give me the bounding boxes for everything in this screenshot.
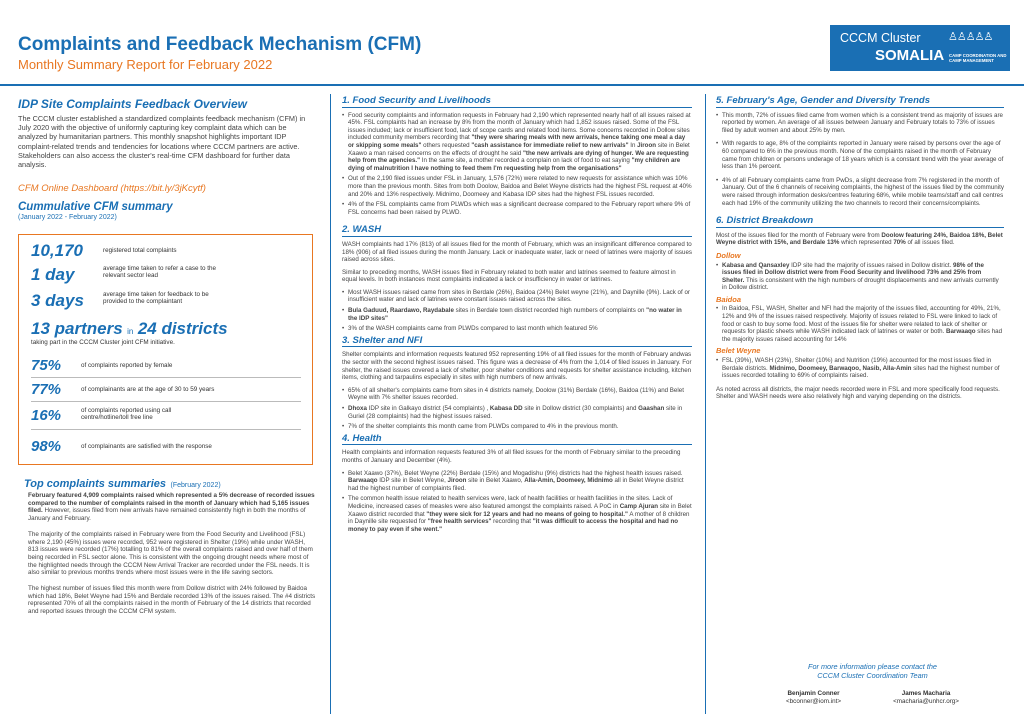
contact-block: For more information please contact the CCCM Cluster Coordination Team Benjamin Conner <bconner@iom.int> James Macharia <macharia@unhcr.org> — [786, 662, 959, 705]
food-heading: 1. Food Security and Livelihoods — [342, 97, 692, 108]
overview-heading: IDP Site Complaints Feedback Overview — [18, 97, 247, 111]
district-dollow: Dollow — [716, 250, 741, 260]
header-divider — [0, 84, 1024, 86]
dashboard-link[interactable]: CFM Online Dashboard (https://bit.ly/3jKcytf) — [18, 183, 206, 194]
logo-tagline: CAMP COORDINATION AND CAMP MANAGEMENT — [949, 53, 1007, 63]
contact-email[interactable]: <macharia@unhcr.org> — [893, 698, 959, 705]
food-bullet: • Food security complaints and information requests in February had 2,190 which represented nearly half of all issues raised at 45%. FSL complaints had an increase by 8% from the month of January which had 1,852 issues raised. Some of the FSL issues included; lack or insufficient food, lack of scope cards and related food items. Some concerns recorded in Dollow sites included community members recording that "they were sharing meals with new arrivals, hence taking one meal a day or skipping some meals" others requested "cash assistance for immediate relief to new arrivals" In Jiroon site in Belet Xaawo a man raised concerns on the effects of drought he said "the new arrivals are dying of hunger. We are requesting help from the agencies." In the same site, a mother recorded a complain on lack of food to eat saying "my children are dying of malnutrition I have nothing to feed them I'm requesting help from the organisations" — [342, 112, 692, 173]
top-complaints-heading: Top complaints summaries (February 2022) — [24, 478, 221, 490]
summary-range: (January 2022 - February 2022) — [18, 214, 117, 221]
stat-female: 75% of complaints reported by female — [31, 357, 173, 374]
page-subtitle: Monthly Summary Report for February 2022 — [18, 57, 273, 72]
stat-satisfied: 98% of complainants are satisfied with the response — [31, 438, 212, 455]
age-bullet: • With regards to age, 8% of the complaints reported in January were raised by persons over the age of 60 compared to 6% in the previous month. None of the complaints raised in the month of February came from children or persons underage of 18 years which is a constant trend with the year average of less than 1% percent. — [716, 140, 1004, 170]
district-baidoa: Baidoa — [716, 294, 742, 304]
stat-total: 10,170 registered total complaints — [31, 241, 177, 260]
contact-person: Benjamin Conner <bconner@iom.int> — [786, 690, 842, 705]
shelter-bullet: • 65% of all shelter's complaints came from sites in 4 districts namely, Doolow (31%) Berdale (16%), Baidoa (11%) and Belet Weyne with 7% shelter issues recorded. — [342, 387, 692, 402]
people-icon: ♙♙♙♙♙ — [948, 31, 993, 43]
page-title: Complaints and Feedback Mechanism (CFM) — [18, 34, 422, 55]
logo-line2: SOMALIA — [875, 47, 945, 64]
district-beletweyne: Belet Weyne — [716, 346, 761, 356]
overview-text: The CCCM cluster established a standardized complaints feedback mechanism (CFM) in July 2020 with the objective of uniformly capturing key complaint data which can be analyzed by humanitarian partners. This monthly snapshot highlights important IDP complaint-related trends and tendencies for locations where CCCM partners are active. Stakeholders can also access the cluster's real-time CFM dashboard for further data analysis. — [18, 114, 306, 170]
column-divider — [330, 94, 331, 714]
summary-heading: Cummulative CFM summary — [18, 201, 173, 213]
stat-callcentre: 16% of complaints reported using call centre/hotline/toll free line — [31, 407, 172, 424]
stat-separator — [31, 429, 301, 430]
shelter-heading: 3. Shelter and NFI — [342, 337, 692, 348]
stat-partners-label: taking part in the CCCM Cluster joint CFM initiative. — [31, 339, 175, 346]
district-dollow-text: • Kabasa and Qansaxley IDP site had the majority of issues raised in Dollow district. 98% of the issues filed in Dollow district were from Food Security and livelihood 73% and 25% from Shelter. This is consistent with the high numbers of drought displacements and new arrivals currently in Dollow district. — [716, 262, 1004, 292]
district-beletweyne-text: • FSL (39%), WASH (23%), Shelter (10%) and Nutrition (19%) accounted for the most issues filed in Berdale districts. Midnimo, Doomeey, Barwaqoo, Nasib, Alla-Amin sites had the highest number of issues recorded totalling to 69% of complaints raised. — [716, 357, 1004, 380]
middle-column: 1. Food Security and Livelihoods • Food security complaints and information requests in February had 2,190 which represented nearly half of all issues raised at 45%. FSL complaints had an increase by 8% from the month of January which had 1,852 issues raised. Some of the FSL issues included; lack or insufficient food, lack of scope cards and related food items. Some concerns recorded in Dollow sites included community members recording that "they were sharing meals with new arrivals, hence taking one meal a day or skipping some meals" others requested "cash assistance for immediate relief to new arrivals" In Jiroon site in Belet Xaawo a man raised concerns on the effects of drought he said "the new arrivals are dying of hunger. We are requesting help from the agencies." In the same site, a mother recorded a complain on lack of food to eat saying "my children are dying of malnutrition I have nothing to feed them I'm requesting help from the organisations" • Out of the 2,190 filed issues under FSL in January, 1,576 (72%) were related to new requests for assistance which was 10% more than the previous month. Sites from both Doolow, Baidoa and Belet Weyne districts had the highest FSL request at 40% and 20% and 13% respectively. Midnimo, Doomeey and Kabasa IDP sites had the highest FSL issues recorded. • 4% of the FSL complaints came from PLWDs which was a significant decrease compared to the February report where 9% of FSL concerns had been raised by PLWD. 2. WASH WASH complaints had 17% (813) of all issues filed for the month of February, which was an insignificant difference compared to 18% (906) of all filed issues during the month January. Lack or inadequate water, lack or need of latrines were majority of issues raised across sites. Similar to preceding months, WASH issues filed in February related to both water and latrines seemed to feature almost in equal levels. In both instances most complaints indicated a lack or insufficiency in water or latrines. • Most WASH issues raised came from sites in Berdale (26%), Baidoa (24%) Belet weyne (21%), and Daynille (9%). Lack of or insufficient water and lack of latrines were constant issues raised across the sites. • Bula Gaduud, Raardawo, Raydabale sites in Berdale town district recorded high numbers of complaints on "no water in the IDP sites" • 3% of the WASH complaints came from PLWDs compared to last month which featured 5% 3. Shelter and NFI Shelter complaints and information requests featured 952 representing 19% of all filed issues for the month of February andwas the sector with the second highest issues raised. This figure was a decrease of 4% from the 1,014 of filed issues in January. For shelter, the raised issues covered a lack of shelter, poor shelter conditions and requests for shelter assistance including, kitchen items, clothing and tarpaulins especially in sites with high numbers of new arrivals. • 65% of all shelter's complaints came from sites in 4 districts namely, Doolow (31%) Berdale (16%), Baidoa (11%) and Belet Weyne with 7% shelter issues recorded. • Dhoxa IDP site in Galkayo district (54 complaints) , Kabasa DD site in Dollow district (30 complaints) and Gaashan site in Guriel (28 complaints) had the highest issues raised. • 7% of the shelter complaints this month came from PLWDs compared to 4% in the previous month. 4. Health Health complaints and information requests featured 3% of all filed issues for the month of February similar to the preceding months of January and December (4%). • Belet Xaawo (37%), Belet Weyne (22%) Berdale (15%) and Mogadishu (9%) districts had the highest health issues raised. Barwaaqo IDP site in Belet Weyne, Jiroon site in Belet Xaawo, Alla-Amin, Doomeey, Midnimo all in Belet Weyne district had the highest number of complaints filed. • The common health issue related to health services were, lack of health facilities or health facilities in the sites. Lack of Medicine, increased cases of measles were also featured amongst the complaints raised. A PoC in Camp Ajuran site in Belet Xaawo district recorded that "they were sick for 12 years and had no means of going to hospital." A mother of 8 children in Daynille site requested for "free health services" recording that "it was difficult to access the hospital and had no money to pay even if she went." — [342, 97, 692, 537]
age-heading: 5. February's Age, Gender and Diversity Trends — [716, 97, 1004, 108]
contact-email[interactable]: <bconner@iom.int> — [786, 698, 842, 705]
stat-separator — [31, 377, 301, 378]
stat-referral-time: 1 day average time taken to refer a case to the relevant sector lead — [31, 265, 217, 284]
stat-age: 77% of complainants are at the age of 30 to 59 years — [31, 381, 215, 398]
column-divider — [705, 94, 706, 714]
health-bullet: • The common health issue related to health services were, lack of health facilities or health facilities in the sites. Lack of Medicine, increased cases of measles were also featured amongst the complaints raised. A PoC in Camp Ajuran site in Belet Xaawo district recorded that "they were sick for 12 years and had no means of going to hospital." A mother of 8 children in Daynille site requested for "free health services" recording that "it was difficult to access the hospital and had no money to pay even if she went." — [342, 495, 692, 533]
cumulative-stats-box — [18, 234, 313, 465]
health-bullet: • Belet Xaawo (37%), Belet Weyne (22%) Berdale (15%) and Mogadishu (9%) districts had the highest health issues raised. Barwaaqo IDP site in Belet Weyne, Jiroon site in Belet Xaawo, Alla-Amin, Doomeey, Midnimo all in Belet Weyne district had the highest number of complaints filed. — [342, 470, 692, 493]
wash-bullet: • Most WASH issues raised came from sites in Berdale (26%), Baidoa (24%) Belet weyne (21%), and Daynille (9%). Lack of or insufficient water and lack of latrines were constant issues raised across the sites. — [342, 289, 692, 304]
right-column: 5. February's Age, Gender and Diversity Trends • This month, 72% of issues filed came from women which is a consistent trend as majority of issues are reported by women. An average of all issues between January and February totals to 73% of issues filed by adult women and about 25% by men. • With regards to age, 8% of the complaints reported in January were raised by persons over the age of 60 compared to 6% in the previous month. None of the complaints raised in the month of February came from children or persons underage of 18 years which is a constant trend with the year average of less than 1% percent. • 4% of all February complaints came from PwDs, a slight decrease from 7% registered in the month of January. Out of the 6 channels of receiving complaints, the highest of the issues filed by the community were raised through information desks/centres featuring 68%, while mobile teams/staff and call centres each had 19% of the community utilizing the two channels to record their concerns/complaints. 6. District Breakdown Most of the issues filed for the month of February were from Doolow featuring 24%, Baidoa 18%, Belet Weyne district with 15%, and Berdale 13% which represented 70% of all issues filed. Dollow • Kabasa and Qansaxley IDP site had the majority of issues raised in Dollow district. 98% of the issues filed in Dollow district were from Food Security and livelihood 73% and 25% from Shelter. This is consistent with the high numbers of drought displacements and new arrivals currently in Dollow district. Baidoa • In Baidoa, FSL, WASH, Shelter and NFI had the majority of the issues filed, accounting for 49%, 21%, 12% and 9% of the issues raised respectively. Majority of issues related to FSL were linked to lack of food or cash to buy some food. Most of the issues file for shelter were related to lack of shelter or requests for plastic sheets while WASH indicated lack of latrines or water or both. Barwaaqo sites had the majority issues raised accounting for 14% Belet Weyne • FSL (39%), WASH (23%), Shelter (10%) and Nutrition (19%) accounted for the most issues filed in Berdale districts. Midnimo, Doomeey, Barwaqoo, Nasib, Alla-Amin sites had the highest number of issues recorded totalling to 69% of complaints raised. As noted across all districts, the major needs recorded were in FSL and more specifically food requests. Shelter and WASH needs were also relatively high and varying depending on the districts. — [716, 97, 1004, 406]
age-bullet: • 4% of all February complaints came from PwDs, a slight decrease from 7% registered in the month of January. Out of the 6 channels of receiving complaints, the highest of the issues filed by the community were raised through information desks/centres featuring 68%, while mobile teams/staff and call centres each had 19% of the community utilizing the two channels to record their concerns/complaints. — [716, 177, 1004, 207]
district-baidoa-text: • In Baidoa, FSL, WASH, Shelter and NFI had the majority of the issues filed, accounting for 49%, 21%, 12% and 9% of the issues raised respectively. Majority of issues related to FSL were linked to lack of food or cash to buy some food. Most of the issues file for shelter were related to lack of shelter or requests for plastic sheets while WASH indicated lack of latrines or water or both. Barwaaqo sites had the majority issues raised accounting for 14% — [716, 305, 1004, 343]
shelter-bullet: • Dhoxa IDP site in Galkayo district (54 complaints) , Kabasa DD site in Dollow district (30 complaints) and Gaashan site in Guriel (28 complaints) had the highest issues raised. — [342, 405, 692, 420]
logo-line1: CCCM Cluster — [840, 31, 921, 45]
food-bullet: • Out of the 2,190 filed issues under FSL in January, 1,576 (72%) were related to new requests for assistance which was 10% more than the previous month. Sites from both Doolow, Baidoa and Belet Weyne districts had the highest FSL request at 40% and 20% and 13% respectively. Midnimo, Doomeey and Kabasa IDP sites had the highest FSL issues recorded. — [342, 175, 692, 198]
stat-partners: 13 partners in 24 districts — [31, 319, 228, 338]
health-heading: 4. Health — [342, 435, 692, 446]
top-complaints-text: February featured 4,909 complaints raised which represented a 5% decrease of recorded issues compared to the number of complaints raised in the month of January which had 5,165 issues filed. However, issues filed from new arrivals have remained consistently high in both the months of January and February. The majority of the complaints raised in February were from the Food Security and Livelihood (FSL) where 2,190 (45%) issues were recorded, 952 were registered in Shelter (19%) while under WASH, 813 issues were recorded (17%) totalling to 81% of the overall complaints raised and over half of them being recorded in FSL sector alone. This is consistent with the ongoing drought needs where most of the highlighted needs through the CCCM New Arrival Tracker are recorded under the FSL needs. It is also similar to previous months trends where most issues were in the life saving sectors. The highest number of issues filed this month were from Dollow district with 24% followed by Baidoa which had 18%, Belet Weyne had 15% and Berdale recorded 13% of the issues raised. The #4 districts represented 70% of all the complaints raised in the month of February of the 14 districts that recorded and reported issues through the CCCM CFM system. — [28, 492, 316, 616]
stat-separator — [31, 401, 301, 402]
food-bullet: • 4% of the FSL complaints came from PLWDs which was a significant decrease compared to the February report where 9% of FSL concerns had been raised by PLWD. — [342, 201, 692, 216]
age-bullet: • This month, 72% of issues filed came from women which is a consistent trend as majority of issues are reported by women. An average of all issues between January and February totals to 73% of issues filed by adult women and about 25% by men. — [716, 112, 1004, 135]
stat-feedback-time: 3 days average time taken for feedback to be provided to the complaintant — [31, 291, 209, 310]
contact-person: James Macharia <macharia@unhcr.org> — [893, 690, 959, 705]
district-heading: 6. District Breakdown — [716, 217, 1004, 228]
wash-bullet: • Bula Gaduud, Raardawo, Raydabale sites in Berdale town district recorded high numbers of complaints on "no water in the IDP sites" — [342, 307, 692, 322]
shelter-bullet: • 7% of the shelter complaints this month came from PLWDs compared to 4% in the previous month. — [342, 423, 692, 431]
wash-heading: 2. WASH — [342, 226, 692, 237]
wash-bullet: • 3% of the WASH complaints came from PLWDs compared to last month which featured 5% — [342, 325, 692, 333]
cccm-logo — [830, 25, 1010, 71]
